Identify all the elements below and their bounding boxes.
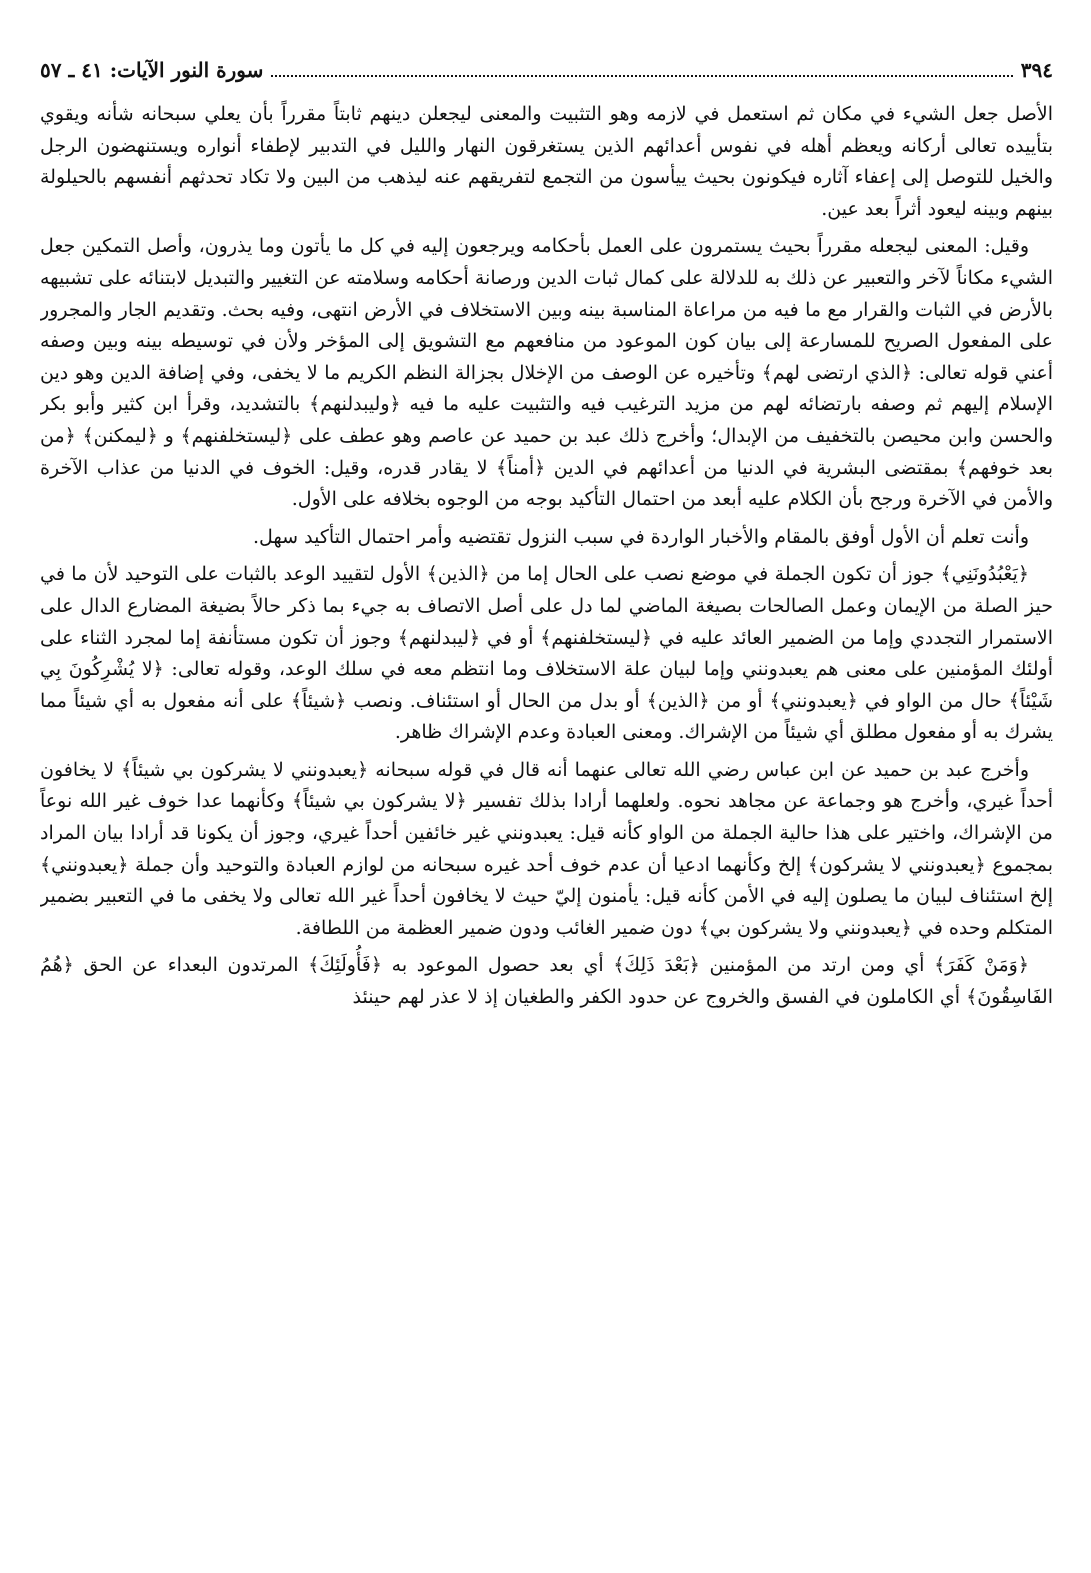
surah-title: سورة النور الآيات: ٤١ ـ ٥٧ xyxy=(40,58,264,82)
running-header xyxy=(40,55,1053,89)
page-body xyxy=(40,99,1053,1014)
paragraph: وأخرج عبد بن حميد عن ابن عباس رضي الله تعالى عنهما أنه قال في قوله سبحانه ﴿يعبدونني لا يشركون بي شيئاً﴾ لا يخافون أحداً غيري، وأخرج هو وجماعة عن مجاهد نحوه. ولعلهما أرادا بذلك تفسير ﴿لا يشركون بي شيئاً﴾ وكأنهما عدا خوف غير الله نوعاً من الإشراك، واختير على هذا حالية الجملة من الواو كأنه قيل: يعبدونني غير خائفين أحداً غيري، وجوز أن يكونا قد أرادا بيان المراد بمجموع ﴿يعبدونني لا يشركون﴾ إلخ وكأنهما ادعيا أن عدم خوف أحد غيره سبحانه من لوازم العبادة والتوحيد وأن جملة ﴿يعبدونني﴾ إلخ استئناف لبيان ما يصلون إليه في الأمن كأنه قيل: يأمنون إليّ حيث لا يخافون أحداً غير الله تعالى ولا يخفى ما في التعبير بضمير المتكلم وحده في ﴿يعبدونني ولا يشركون بي﴾ دون ضمير الغائب ودون ضمير العظمة من اللطافة. xyxy=(40,758,1053,939)
paragraph: الأصل جعل الشيء في مكان ثم استعمل في لازمه وهو التثبيت والمعنى ليجعلن دينهم ثابتاً مقرراً بأن يعلي سبحانه شأنه ويقوي بتأييده تعالى أركانه ويعظم أهله في نفوس أعدائهم الذين يستغرقون النهار والليل في التدبير لإطفاء أنواره ويستنهضون الرجل والخيل للتوصل إلى إعفاء آثاره فيكونون بحيث ييأسون من التجمع لتفريقهم عنه ليذهب من البين ولا تكاد تحدثهم أنفسهم بالحيلولة بينهم وبينه ليعود أثراً بعد عين. xyxy=(40,103,1053,220)
paragraph: ﴿يَعْبُدُونَنِي﴾ جوز أن تكون الجملة في موضع نصب على الحال إما من ﴿الذين﴾ الأول لتقييد الوعد بالثبات على التوحيد لأن ما في حيز الصلة من الإيمان وعمل الصالحات بصيغة الماضي لما دل على أصل الاتصاف به جيء بما ذكر حالاً بضيغة المضارع الدال على الاستمرار التجددي وإما من الضمير العائد عليه في ﴿ليستخلفنهم﴾ أو في ﴿ليبدلنهم﴾ وجوز أن تكون مستأنفة إما لمجرد الثناء على أولئك المؤمنين على معنى هم يعبدونني وإما لبيان علة الاستخلاف وما انتظم معه في سلك الوعد، وقوله تعالى: ﴿لا يُشْرِكُونَ بِي شَيْئاً﴾ حال من الواو في ﴿يعبدونني﴾ أو من ﴿الذين﴾ أو بدل من الحال أو استئناف. ونصب ﴿شيئاً﴾ على أنه مفعول به أي شيئاً مما يشرك به أو مفعول مطلق أي شيئاً من الإشراك. ومعنى العبادة وعدم الإشراك ظاهر. xyxy=(40,563,1053,744)
header-dot-leader xyxy=(271,75,1012,77)
page-number: ٣٩٤ xyxy=(1020,58,1053,82)
paragraph: ﴿وَمَنْ كَفَرَ﴾ أي ومن ارتد من المؤمنين ﴿بَعْدَ ذَلِكَ﴾ أي بعد حصول الموعود به ﴿فَأُولَئِكَ﴾ المرتدون البعداء عن الحق ﴿هُمُ الفَاسِقُونَ﴾ أي الكاملون في الفسق والخروج عن حدود الكفر والطغيان إذ لا عذر لهم حينئذ xyxy=(40,954,1053,1009)
paragraph: وأنت تعلم أن الأول أوفق بالمقام والأخبار الواردة في سبب النزول تقتضيه وأمر احتمال التأكيد سهل. xyxy=(252,525,1029,548)
paragraph: وقيل: المعنى ليجعله مقرراً بحيث يستمرون على العمل بأحكامه ويرجعون إليه في كل ما يأتون وما يذرون، وأصل التمكين جعل الشيء مكاناً لآخر والتعبير عن ذلك به للدلالة على كمال ثبات الدين ورصانة أحكامه وسلامته عن التغيير والتبديل لابتنائه على تشبيهه بالأرض في الثبات والقرار مع ما فيه من مراعاة المناسبة بينه وبين الاستخلاف في الأرض انتهى، وفيه بحث. وتقديم الجار والمجرور على المفعول الصريح للمسارعة إلى بيان كون الموعود من منافعهم مع التشويق إلى المؤخر ولأن في توسيطه بينه وبين وصفه أعني قوله تعالى: ﴿الذي ارتضى لهم﴾ وتأخيره عن الوصف من الإخلال بجزالة النظم الكريم ما لا يخفى، وفي إضافة الدين وهو دين الإسلام إليهم ثم وصفه بارتضائه لهم من مزيد الترغيب فيه والتثبيت عليه ما فيه ﴿وليبدلنهم﴾ بالتشديد، وقرأ ابن كثير وأبو بكر والحسن وابن محيصن بالتخفيف من الإبدال؛ وأخرج ذلك عبد بن حميد عن عاصم وهو عطف على ﴿ليستخلفنهم﴾ و ﴿ليمكنن﴾ ﴿من بعد خوفهم﴾ بمقتضى البشرية في الدنيا من أعدائهم في الدين ﴿أمناً﴾ لا يقادر قدره، وقيل: الخوف في الدنيا من عذاب الآخرة والأمن في الآخرة ورجح بأن الكلام عليه أبعد من احتمال التأكيد بوجه من الوجوه بخلافه على الأول. xyxy=(40,235,1053,511)
book-page xyxy=(40,55,1053,1555)
